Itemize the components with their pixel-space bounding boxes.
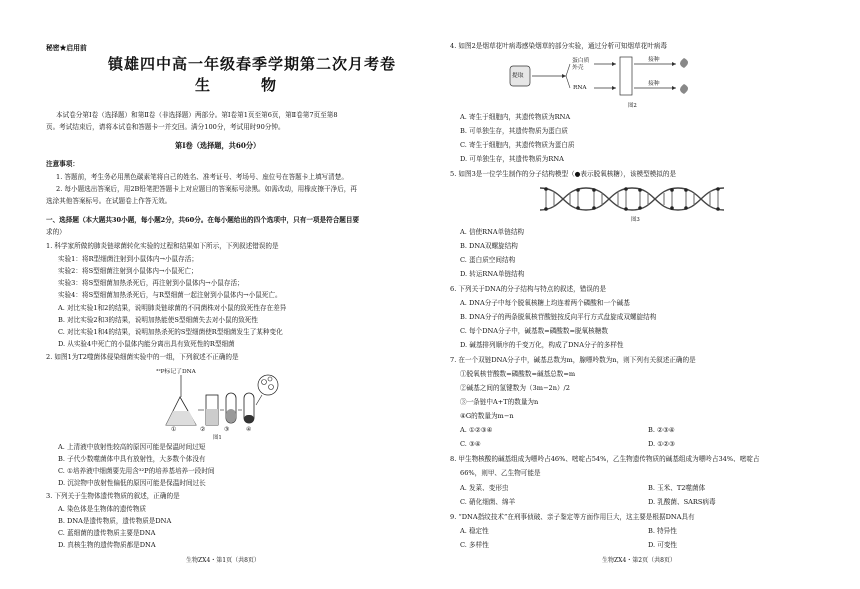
figure-3-diagram [538,182,728,216]
intro-line-2: 页。考试结束后，请将本试卷和答题卡一并交回。满分100分，考试用时90分钟。 [46,123,285,131]
question-7: 7. 在一个双链DNA分子中，碱基总数为m，腺嘌呤数为n，则下列有关叙述正确的是 [450,356,696,364]
q5-option-d: D. 转运RNA单链结构 [460,270,525,278]
q3-option-d: D. 真核生物的遗传物质都是DNA [58,541,156,549]
q1-option-b: B. 对比实验2和3的结果，说明加热能使S型细菌失去对小鼠的致死性 [58,316,258,324]
q2-option-d: D. 沉淀物中放射性偏低的原因可能是保温时间过长 [58,479,206,487]
q7-option-b: B. ②③④ [648,426,675,434]
intro-line-1: 本试卷分第Ⅰ卷（选择题）和第Ⅱ卷（非选择题）两部分。第Ⅰ卷第1页至第6页，第Ⅱ卷第7页至第8 [56,111,338,119]
page-1-footer: 生物ZX4・第1页（共8页） [186,557,260,564]
q7-item-4: ④G的数量为m−n [460,412,514,420]
q6-option-a: A. DNA分子中每个脱氧核糖上均连着两个磷酸和一个碱基 [460,299,630,307]
page-2 [430,0,850,589]
q1-option-c: C. 对比实验1和4的结果，说明加热杀死的S型细菌使R型细菌发生了某种变化 [58,328,283,336]
page-2-footer: 生物ZX4・第2页（共8页） [602,557,676,564]
question-4: 4. 如图2是烟草花叶病毒感染烟草的部分实验，通过分析可知烟草花叶病毒 [450,42,667,50]
figure-1-marker-2: ② [200,426,206,433]
q1-experiment-1: 实验1：将R型细菌注射到小鼠体内→小鼠存活； [58,255,198,263]
q9-option-c: C. 多样性 [460,541,489,549]
question-2: 2. 如图1为T2噬菌体侵染细菌实验中的一组，下列叙述不正确的是 [46,353,239,361]
q2-option-c: C. ①培养液中细菌要先用含³²P的培养基培养一段时间 [58,467,215,475]
q6-option-d: D. 碱基排列顺序的千变万化，构成了DNA分子的多样性 [460,341,624,349]
q1-option-d: D. 从实验4中死亡的小鼠体内能分离出具有致死性的R型细菌 [58,340,235,348]
figure-1-marker-3: ③ [224,426,230,433]
q3-option-b: B. DNA是遗传物质，遗传物质是DNA [58,517,172,525]
q4-option-a: A. 寄生于细胞内，其遗传物质为RNA [460,113,571,121]
figure-2-shell-label: 外壳 [572,65,584,71]
q4-option-d: D. 可单独生存，其遗传物质为RNA [460,155,564,163]
figure-1-marker-4: ④ [246,426,252,433]
notice-2b: 选涂其他答案标号。在试题卷上作答无效。 [46,197,172,205]
q1-experiment-4: 实验4：将S型细菌加热杀死后，与R型细菌一起注射到小鼠体内→小鼠死亡。 [58,291,282,299]
q4-option-c: C. 寄生于细胞内，其遗传物质为蛋白质 [460,141,575,149]
q8-option-c: C. 硝化细菌、绵羊 [460,498,516,506]
q5-option-b: B. DNA双螺旋结构 [460,242,518,250]
notice-2a: 2. 每小题选出答案后，用2B铅笔把答题卡上对应题目的答案标号涂黑。如需改动，用橡皮擦干净后，再 [56,185,357,193]
q7-item-3: ③一条链中A+T的数量为n [460,398,539,406]
section-1-heading-b: 求的） [46,228,66,236]
q9-option-b: B. 特异性 [648,527,677,535]
figure-1-label: ³²P标记了DNA [156,369,196,375]
figure-2-rna-label: RNA [573,85,587,91]
question-8-line-2: 66%，则甲、乙生物可能是 [460,469,541,477]
q6-option-c: C. 每个DNA分子中，碱基数=磷酸数=脱氧核糖数 [460,327,608,335]
q6-option-b: B. DNA分子的两条脱氧核苷酸链按反向平行方式盘旋成双螺旋结构 [460,313,657,321]
q8-option-a: A. 发菜、变形虫 [460,484,509,492]
exam-title: 镇雄四中高一年级春季学期第二次月考卷 [108,55,397,73]
q3-option-a: A. 染色体是生物体的遗传物质 [58,505,147,513]
q8-option-b: B. 玉米、T2噬菌体 [648,484,706,492]
figure-3-caption: 图3 [631,217,640,223]
q1-experiment-2: 实验2：将S型细菌注射到小鼠体内→小鼠死亡； [58,267,198,275]
part-1-heading: 第Ⅰ卷（选择题，共60分） [175,141,261,150]
q7-option-a: A. ①②③④ [460,426,493,434]
figure-2-inoculate-label-1: 接种 [648,57,660,63]
q7-option-d: D. ①②③ [648,440,675,448]
q7-option-c: C. ③④ [460,440,481,448]
figure-1-caption: 图1 [213,435,222,441]
q1-experiment-3: 实验3：将S型细菌加热杀死后，再注射到小鼠体内→小鼠存活； [58,279,244,287]
figure-2-extract-label: 提取 [512,73,524,79]
q4-option-b: B. 可单独生存，其遗传物质为蛋白质 [460,127,568,135]
q9-option-d: D. 可变性 [648,541,678,549]
figure-1-marker-1: ① [171,426,177,433]
question-9: 9. “DNA指纹技术”在刑事侦破、亲子鉴定等方面作用巨大，这主要是根据DNA具有 [450,513,695,521]
notice-1: 1. 答题前，考生务必用黑色碳素笔将自己的姓名、准考证号、考场号、座位号在答题卡上填写清楚。 [56,173,348,181]
notice-title: 注意事项： [46,160,79,168]
q5-option-a: A. 信使RNA单链结构 [460,228,525,236]
figure-2-inoculate-label-2: 接种 [648,81,660,87]
figure-2-protein-label: 蛋白质 [572,58,590,64]
figure-2-diagram [508,54,708,100]
subject-title: 生 物 [195,76,295,94]
q8-option-d: D. 乳酸菌、SARS病毒 [648,498,716,506]
question-5: 5. 如图3是一位学生制作的分子结构模型（●表示脱氧核糖），该模型模拟的是 [450,170,677,178]
question-1: 1. 科学家所做的肺炎链球菌转化实验的过程和结果如下所示，下列叙述错误的是 [46,242,279,250]
q2-option-b: B. 子代少数噬菌体中具有放射性，大多数个体没有 [58,455,206,463]
secret-label: 秘密★启用前 [46,44,87,52]
q9-option-a: A. 稳定性 [460,527,489,535]
figure-2-caption: 图2 [628,103,637,109]
q1-option-a: A. 对比实验1和2的结果，说明肺炎链球菌的不同菌株对小鼠的致死性存在差异 [58,304,287,312]
page-1 [0,0,420,589]
q2-option-a: A. 上清液中放射性较高的原因可能是保温时间过短 [58,443,206,451]
section-1-heading-a: 一、选择题（本大题共30小题，每小题2分，共60分。在每小题给出的四个选项中，只有一项是符合题目要 [46,216,360,224]
q3-option-c: C. 蓝细菌的遗传物质主要是DNA [58,529,156,537]
question-3: 3. 下列关于生物体遗传物质的叙述，正确的是 [46,492,180,500]
question-6: 6. 下列关于DNA的分子结构与特点的叙述，错误的是 [450,285,607,293]
q7-item-1: ①脱氧核苷酸数=磷酸数=碱基总数=m [460,370,576,378]
q5-option-c: C. 蛋白质空间结构 [460,256,516,264]
q7-item-2: ②碱基之间的氢键数为（3m−2n）/2 [460,384,570,392]
question-8-line-1: 8. 甲生物核酸的碱基组成为嘌呤占46%、嘧啶占54%，乙生物遗传物质的碱基组成为嘌呤占34%、嘧啶占 [450,455,760,463]
